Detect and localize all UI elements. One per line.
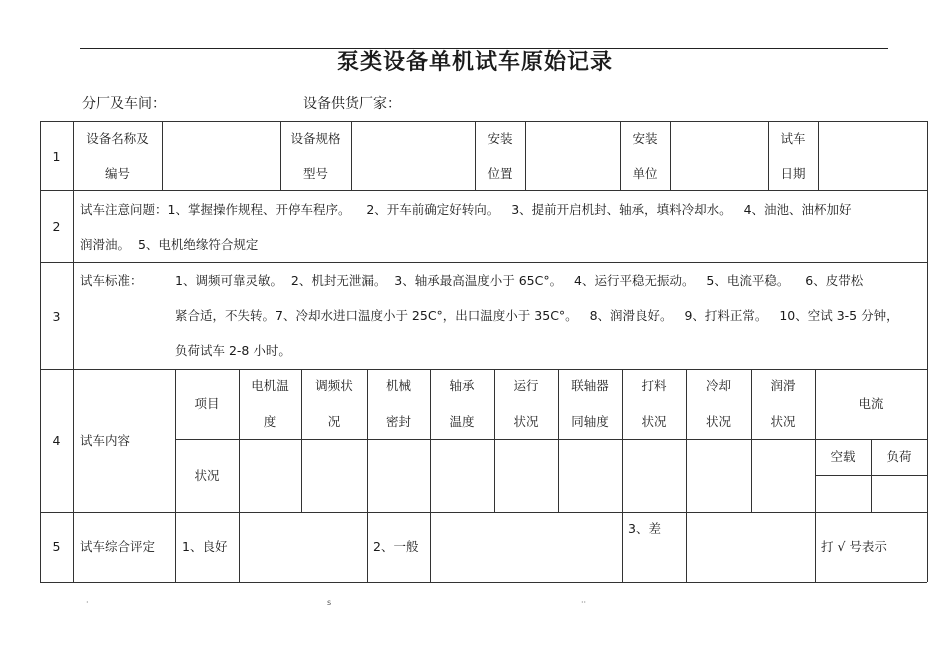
row-number: 3 bbox=[52, 309, 61, 324]
current-header: 电流 bbox=[858, 396, 884, 411]
standard-text: 紧合适，不失转。7、冷却水进口温度小于 25C°，出口温度小于 35C°。 8、润滑良好。 9、打料正常。 10、空试 3-5 分钟， bbox=[175, 308, 899, 323]
checkmark-note: 打 √ 号表示 bbox=[821, 539, 887, 554]
column-header: 状况 bbox=[641, 414, 667, 429]
install-location-label: 安装 bbox=[487, 131, 513, 146]
column-header: 状况 bbox=[513, 414, 539, 429]
supplier-label: 设备供货厂家： bbox=[303, 96, 401, 112]
row-number: 2 bbox=[52, 219, 61, 234]
column-header: 同轴度 bbox=[571, 414, 609, 429]
load-header: 负荷 bbox=[886, 449, 912, 464]
install-unit-label: 安装 bbox=[632, 131, 658, 146]
bearing-temp-status-field[interactable] bbox=[430, 439, 494, 512]
column-header: 调频状 bbox=[315, 378, 353, 393]
item-header: 项目 bbox=[194, 396, 220, 411]
rating-normal-label: 2、一般 bbox=[373, 539, 419, 554]
column-header: 冷却 bbox=[705, 378, 731, 393]
test-date-label: 日期 bbox=[780, 166, 806, 181]
cooling-status-field[interactable] bbox=[686, 439, 751, 512]
precautions-text: 润滑油。 5、电机绝缘符合规定 bbox=[80, 237, 259, 252]
row-number: 5 bbox=[52, 539, 61, 554]
column-header: 电机温 bbox=[251, 378, 289, 393]
column-header: 机械 bbox=[385, 378, 411, 393]
rating-poor-field[interactable] bbox=[686, 512, 815, 582]
equipment-spec-field[interactable] bbox=[351, 121, 475, 190]
column-header: 况 bbox=[327, 414, 341, 429]
equipment-spec-label: 设备规格 bbox=[290, 131, 341, 146]
equipment-spec-label: 型号 bbox=[302, 166, 328, 181]
equipment-name-field[interactable] bbox=[162, 121, 280, 190]
column-header: 打料 bbox=[641, 378, 667, 393]
standard-text: 1、调频可靠灵敏。 2、机封无泄漏。 3、轴承最高温度小于 65C°。 4、运行平稳无振动。 5、电流平稳。 6、皮带松 bbox=[175, 273, 864, 288]
standard-label: 试车标准： bbox=[80, 273, 143, 288]
status-header: 状况 bbox=[194, 468, 220, 483]
column-header: 轴承 bbox=[449, 378, 475, 393]
column-header: 状况 bbox=[770, 414, 796, 429]
frequency-status-field[interactable] bbox=[301, 439, 367, 512]
factory-label: 分厂及车间： bbox=[82, 96, 166, 112]
rating-poor-label: 3、差 bbox=[628, 521, 661, 536]
pumping-status-field[interactable] bbox=[622, 439, 686, 512]
footer-speck: ·· bbox=[581, 598, 587, 607]
install-unit-label: 单位 bbox=[632, 166, 658, 181]
rating-good-field[interactable] bbox=[239, 512, 367, 582]
equipment-name-label: 设备名称及 bbox=[86, 131, 149, 146]
precautions-text: 试车注意问题：1、掌握操作规程、开停车程序。 2、开车前确定好转向。 3、提前开启机封、轴承，填料冷却水。 4、油池、油杯加好 bbox=[80, 202, 852, 217]
test-date-label: 试车 bbox=[780, 131, 806, 146]
lubrication-status-field[interactable] bbox=[751, 439, 815, 512]
column-header: 密封 bbox=[385, 414, 411, 429]
footer-speck: s bbox=[327, 598, 332, 607]
load-current-field[interactable] bbox=[871, 475, 927, 512]
column-header: 温度 bbox=[449, 414, 475, 429]
row-number: 4 bbox=[52, 433, 61, 448]
no-load-current-field[interactable] bbox=[815, 475, 871, 512]
column-header: 运行 bbox=[513, 378, 539, 393]
motor-temp-status-field[interactable] bbox=[239, 439, 301, 512]
install-location-field[interactable] bbox=[525, 121, 620, 190]
overall-evaluation-label: 试车综合评定 bbox=[80, 539, 156, 554]
rating-normal-field[interactable] bbox=[430, 512, 622, 582]
column-header: 润滑 bbox=[770, 378, 796, 393]
page-title: 泵类设备单机试车原始记录 bbox=[336, 50, 613, 75]
standard-text: 负荷试车 2-8 小时。 bbox=[175, 343, 291, 358]
running-status-field[interactable] bbox=[494, 439, 558, 512]
install-unit-field[interactable] bbox=[670, 121, 768, 190]
column-header: 联轴器 bbox=[571, 378, 609, 393]
footer-speck: · bbox=[86, 598, 89, 607]
row-number: 1 bbox=[52, 149, 61, 164]
no-load-header: 空载 bbox=[830, 449, 856, 464]
test-date-field[interactable] bbox=[818, 121, 927, 190]
column-header: 度 bbox=[263, 414, 277, 429]
test-content-label: 试车内容 bbox=[80, 433, 131, 448]
rating-good-label: 1、良好 bbox=[182, 539, 228, 554]
mechanical-seal-status-field[interactable] bbox=[367, 439, 430, 512]
install-location-label: 位置 bbox=[487, 166, 513, 181]
column-header: 状况 bbox=[705, 414, 731, 429]
coupling-status-field[interactable] bbox=[558, 439, 622, 512]
equipment-name-label: 编号 bbox=[104, 166, 130, 181]
